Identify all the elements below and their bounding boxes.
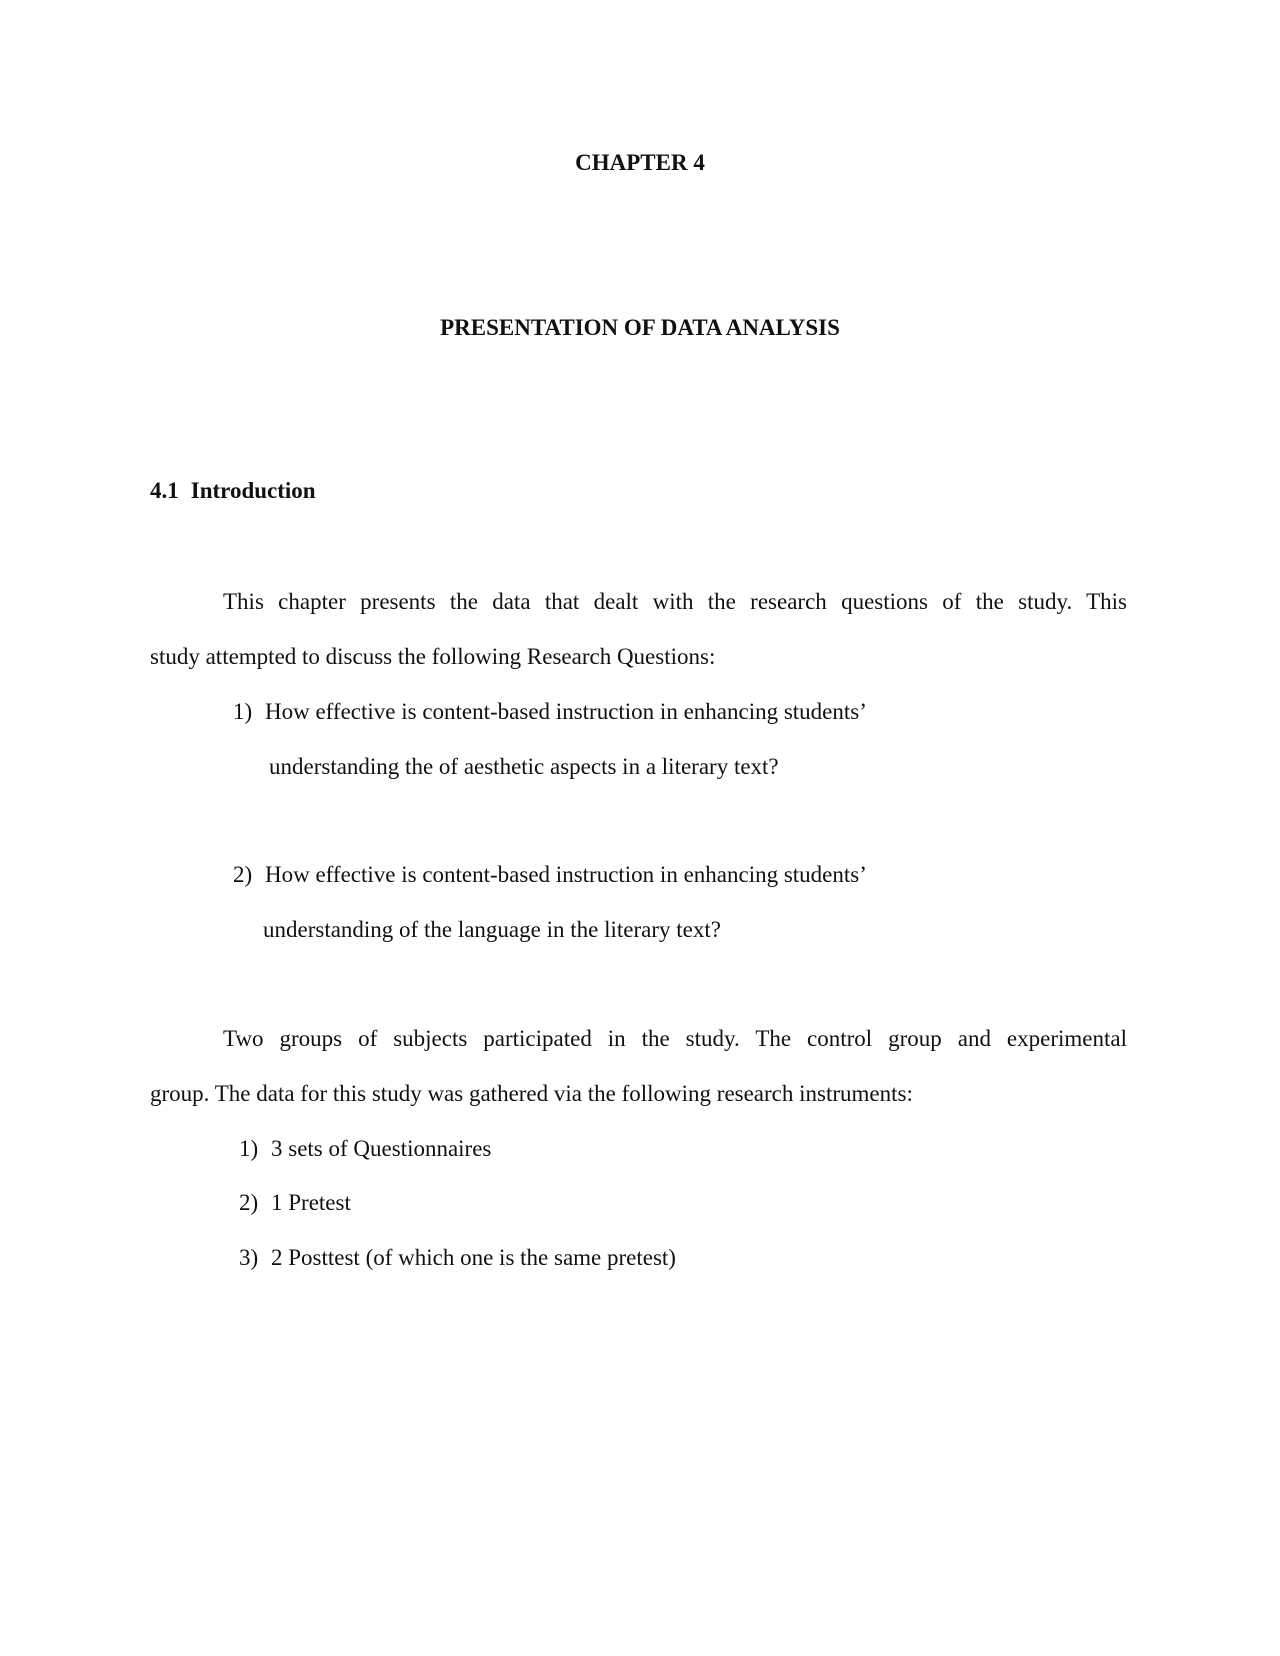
instrument-1-text: 3 sets of Questionnaires xyxy=(271,1136,492,1161)
groups-paragraph-line-1: Two groups of subjects participated in the study. The control group and experimental xyxy=(223,1026,1127,1051)
research-question-2-number: 2) xyxy=(233,862,253,887)
section-heading xyxy=(150,476,316,506)
section-number: 4.1 xyxy=(150,478,179,503)
research-question-1-line-1: How effective is content-based instruction in enhancing students’ xyxy=(265,699,867,724)
intro-paragraph-line-1: This chapter presents the data that dealt with the research questions of the study. This xyxy=(223,589,1127,614)
chapter-title: PRESENTATION OF DATA ANALYSIS xyxy=(440,315,840,340)
instrument-2-text: 1 Pretest xyxy=(271,1190,351,1215)
instrument-3-number: 3) xyxy=(239,1245,259,1270)
intro-paragraph-line-2: study attempted to discuss the following Research Questions: xyxy=(150,644,716,669)
instrument-2-number: 2) xyxy=(239,1190,259,1215)
instrument-1-number: 1) xyxy=(239,1136,259,1161)
groups-paragraph-line-2: group. The data for this study was gathered via the following research instruments: xyxy=(150,1081,913,1106)
research-question-1-number: 1) xyxy=(233,699,253,724)
chapter-label: CHAPTER 4 xyxy=(575,150,705,175)
research-question-2-line-1: How effective is content-based instruction in enhancing students’ xyxy=(265,862,867,887)
research-question-1-line-2: understanding the of aesthetic aspects in a literary text? xyxy=(269,754,779,779)
instrument-3-text: 2 Posttest (of which one is the same pretest) xyxy=(271,1245,676,1270)
research-question-2-line-2: understanding of the language in the literary text? xyxy=(263,917,721,942)
section-title: Introduction xyxy=(190,478,316,503)
